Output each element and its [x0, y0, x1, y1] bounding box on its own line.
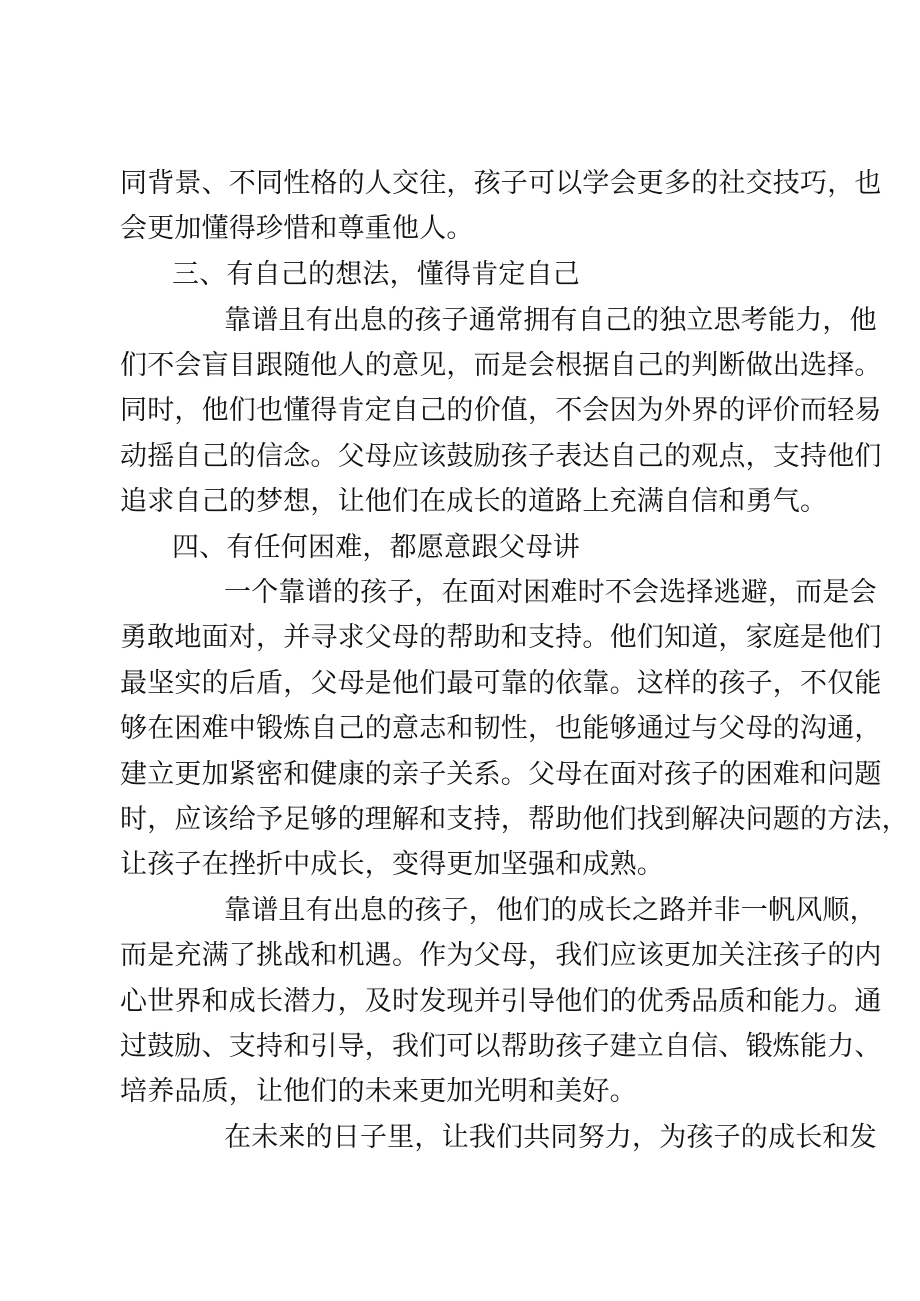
text-line: 让孩子在挫折中成长，变得更加坚强和成熟。	[120, 849, 664, 880]
section-heading: 三、有自己的想法，懂得肯定自己	[172, 259, 580, 290]
text-line: 同背景、不同性格的人交往，孩子可以学会更多的社交技巧，也	[120, 168, 882, 199]
text-line: 一个靠谱的孩子，在面对困难时不会选择逃避，而是会	[224, 577, 877, 608]
text-line: 够在困难中锻炼自己的意志和韧性，也能够通过与父母的沟通，	[120, 713, 882, 744]
text-line: 勇敢地面对，并寻求父母的帮助和支持。他们知道，家庭是他们	[120, 622, 882, 653]
text-line: 培养品质，让他们的未来更加光明和美好。	[120, 1076, 637, 1107]
text-line: 而是充满了挑战和机遇。作为父母，我们应该更加关注孩子的内	[120, 940, 882, 971]
text-line: 追求自己的梦想，让他们在成长的道路上充满自信和勇气。	[120, 486, 828, 517]
text-line: 靠谱且有出息的孩子，他们的成长之路并非一帆风顺，	[224, 895, 877, 926]
text-line: 时，应该给予足够的理解和支持，帮助他们找到解决问题的方法，	[120, 804, 909, 835]
text-line: 靠谱且有出息的孩子通常拥有自己的独立思考能力，他	[224, 305, 877, 336]
text-line: 最坚实的后盾，父母是他们最可靠的依靠。这样的孩子，不仅能	[120, 668, 882, 699]
text-line: 会更加懂得珍惜和尊重他人。	[120, 213, 474, 244]
text-line: 过鼓励、支持和引导，我们可以帮助孩子建立自信、锻炼能力、	[120, 1031, 882, 1062]
section-heading: 四、有任何困难，都愿意跟父母讲	[172, 532, 580, 563]
text-line: 动摇自己的信念。父母应该鼓励孩子表达自己的观点，支持他们	[120, 441, 882, 472]
text-line: 同时，他们也懂得肯定自己的价值，不会因为外界的评价而轻易	[120, 395, 882, 426]
text-line: 心世界和成长潜力，及时发现并引导他们的优秀品质和能力。通	[120, 986, 882, 1017]
text-line: 在未来的日子里，让我们共同努力，为孩子的成长和发	[224, 1122, 877, 1153]
text-line: 们不会盲目跟随他人的意见，而是会根据自己的判断做出选择。	[120, 350, 882, 381]
text-line: 建立更加紧密和健康的亲子关系。父母在面对孩子的困难和问题	[120, 759, 882, 790]
